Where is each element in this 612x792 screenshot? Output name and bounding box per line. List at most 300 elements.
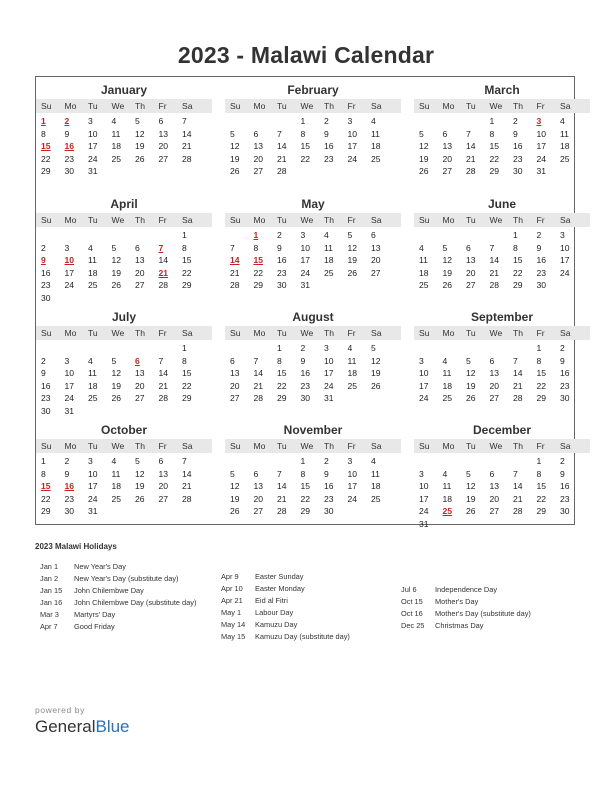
day-cell: 20 [135,380,145,391]
day-cell: 3 [300,230,306,240]
day-cell: 31 [536,166,547,177]
day-cell: 21 [513,380,523,391]
day-cell [414,229,438,242]
day-cell: 20 [253,153,264,164]
weekday-label: Sa [560,101,571,111]
day-cell: 27 [489,393,500,404]
holiday-date: May 14 [221,620,246,630]
holiday-name: Mother's Day (substitute day) [435,609,531,619]
day-cell: 1 [300,116,306,126]
weekday-label: Sa [182,101,193,111]
day-cell: 22 [300,153,311,164]
day-cell: 13 [253,141,264,152]
day-cell: 13 [489,368,500,379]
day-cell: 5 [371,343,376,353]
holiday-entry [401,596,531,608]
day-cell: 7 [466,128,471,139]
day-cell: 12 [111,255,122,266]
day-cell [154,165,178,178]
week-row [36,267,212,280]
weekday-label: Fr [158,215,167,225]
week-row [414,128,590,141]
day-cell: 22 [253,267,264,278]
week-row [225,229,401,242]
day-cell: 17 [536,141,547,152]
day-cell [414,342,438,355]
day-cell: 19 [466,380,476,391]
weekday-label: Su [41,441,52,451]
holiday-date: Jan 15 [40,586,63,596]
weekday-label: Tu [88,441,98,451]
weekday-label: Sa [560,215,571,225]
weekday-header [36,439,212,453]
day-cell: 2 [560,456,565,466]
month-name: April [110,197,138,211]
week-row [414,229,590,242]
holidays-title: 2023 Malawi Holidays [35,542,117,551]
holiday-name: Easter Monday [255,584,305,594]
month-name: October [100,423,147,437]
week-row [414,165,590,178]
day-cell: 19 [442,267,453,278]
week-row [36,380,212,393]
day-cell: 1 [182,343,187,353]
weekday-label: We [300,328,314,338]
weekday-label: Fr [347,215,356,225]
day-cell: 5 [230,128,235,139]
weekday-label: Mo [253,215,266,225]
day-cell: 24 [64,393,75,404]
month-march [414,83,590,178]
weekday-label: Mo [64,328,77,338]
holiday-date: Apr 9 [221,572,239,581]
day-cell: 16 [536,255,547,266]
day-cell: 21 [230,267,240,278]
day-cell: 7 [277,468,282,479]
day-cell: 4 [347,343,353,353]
day-cell: 28 [277,166,287,177]
day-cell: 2 [64,456,70,466]
day-cell: 11 [347,355,357,366]
day-cell: 3 [347,116,353,126]
day-cell [532,518,556,531]
weekday-header [414,213,590,227]
weekday-label: Tu [466,328,476,338]
day-cell: 8 [182,355,187,366]
weekday-label: Tu [277,101,287,111]
day-cell: 3 [419,468,424,479]
holiday-column [40,561,196,634]
week-row [225,267,401,280]
day-cell [366,279,390,292]
weekday-label: We [111,101,125,111]
day-cell [154,229,178,242]
day-cell: 11 [442,481,452,492]
day-cell: 16 [41,380,51,391]
holiday-date: Mar 3 [40,610,59,620]
holiday-entry [40,561,196,573]
day-cell [249,115,273,128]
holiday-date: Oct 15 [401,597,423,607]
day-cell [107,405,131,418]
holiday-date: Oct 16 [401,609,423,619]
day-cell: 28 [513,506,523,517]
holiday-entry [40,597,196,609]
day-cell: 25 [371,493,381,504]
week-row [414,480,590,493]
holiday-name: Independence Day [435,585,498,594]
holiday-day: 14 [230,255,240,266]
month-name: November [283,423,343,437]
day-cell: 2 [513,116,518,126]
week-row [36,254,212,267]
day-cell: 31 [300,280,311,291]
day-cell [249,342,273,355]
day-cell: 7 [182,456,187,466]
week-row [414,279,590,292]
holiday-day: 7 [158,242,164,253]
month-october [36,423,212,518]
holiday-day: 16 [64,481,75,492]
day-cell: 21 [466,153,476,164]
holiday-name: Labour Day [255,608,294,618]
day-cell: 12 [230,481,240,492]
day-cell: 15 [300,141,311,152]
weekday-label: Tu [277,328,287,338]
holiday-name: Kamuzu Day (substitute day) [255,632,350,642]
week-row [414,140,590,153]
month-name: December [472,423,532,437]
day-cell: 27 [371,267,381,278]
weekday-label: Fr [536,215,545,225]
holiday-day: 16 [64,141,75,152]
day-cell [366,392,390,405]
day-cell: 30 [536,280,547,291]
day-cell [485,342,509,355]
day-cell: 25 [419,280,429,291]
week-row [225,505,401,518]
month-name: August [292,310,334,324]
day-cell: 23 [536,267,547,278]
day-cell: 19 [347,255,358,266]
day-cell [461,518,485,531]
day-cell: 19 [135,481,145,492]
day-cell: 20 [466,267,476,278]
day-cell: 30 [300,393,311,404]
weekday-label: We [300,441,314,451]
month-name: March [484,83,520,97]
day-cell: 13 [442,141,453,152]
week-row [414,493,590,506]
month-name: May [301,197,325,211]
weekday-label: Su [419,441,430,451]
day-cell: 25 [347,380,358,391]
day-cell: 12 [466,368,476,379]
day-cell: 13 [466,255,476,266]
day-cell: 11 [324,242,333,253]
day-cell: 22 [41,493,51,504]
day-cell [107,229,131,242]
day-cell [83,292,107,305]
day-cell: 17 [419,380,429,391]
day-cell: 7 [253,355,259,366]
holiday-day: 1 [253,230,259,240]
day-cell: 25 [560,153,570,164]
day-cell: 1 [41,456,46,466]
week-row [225,355,401,368]
day-cell: 14 [277,141,287,152]
day-cell: 28 [253,393,264,404]
week-row [225,493,401,506]
day-cell: 6 [442,128,448,139]
day-cell: 25 [111,493,122,504]
day-cell [461,455,485,468]
day-cell: 24 [347,153,358,164]
day-cell [225,229,249,242]
weekday-label: Th [513,441,524,451]
holiday-entry [401,620,531,632]
day-cell: 7 [230,242,235,253]
day-cell: 5 [466,355,471,366]
week-row [36,140,212,153]
holiday-date: Jan 1 [40,562,59,571]
day-cell: 28 [158,393,169,404]
week-row [225,468,401,481]
day-cell: 9 [324,468,329,479]
day-cell: 27 [158,493,169,504]
day-cell: 28 [158,280,169,291]
weekday-label: Fr [347,328,356,338]
week-row [36,455,212,468]
day-cell: 20 [158,481,169,492]
day-cell: 24 [300,267,311,278]
day-cell: 2 [41,355,46,366]
day-cell: 3 [324,343,329,353]
day-cell: 23 [64,153,75,164]
day-cell: 15 [182,368,192,379]
holiday-day: 21 [158,267,169,278]
week-row [225,254,401,267]
day-cell: 4 [111,116,117,126]
day-cell: 21 [182,481,192,492]
day-cell: 26 [135,153,145,164]
day-cell: 23 [560,493,570,504]
day-cell: 16 [324,141,334,152]
day-cell: 28 [230,280,240,291]
week-row [36,367,212,380]
day-cell [461,229,485,242]
weekday-header [414,439,590,453]
day-cell: 16 [560,481,570,492]
weekday-label: Su [230,215,241,225]
day-cell: 26 [135,493,145,504]
day-cell: 17 [300,255,311,266]
weekday-label: We [300,101,314,111]
day-cell [36,229,60,242]
day-cell: 17 [64,267,75,278]
week-row [225,392,401,405]
day-cell: 26 [466,506,476,517]
day-cell: 6 [135,242,140,253]
day-cell [438,229,462,242]
week-row [36,468,212,481]
week-row [414,367,590,380]
week-row [414,355,590,368]
weekday-label: Th [513,101,524,111]
day-cell: 23 [64,493,75,504]
weekday-label: Su [230,441,241,451]
day-cell: 4 [88,355,93,366]
day-cell: 10 [347,468,358,479]
day-cell [83,405,107,418]
day-cell: 28 [466,166,476,177]
day-cell: 22 [41,153,51,164]
day-cell [485,518,509,531]
holiday-entry [221,583,350,595]
week-row [225,279,401,292]
weekday-header [225,213,401,227]
day-cell: 10 [536,128,547,139]
day-cell: 17 [347,481,358,492]
day-cell: 24 [560,267,570,278]
day-cell: 14 [466,141,476,152]
day-cell: 4 [324,230,329,240]
day-cell: 19 [230,153,240,164]
day-cell: 22 [536,493,547,504]
day-cell: 24 [64,280,75,291]
day-cell [461,115,485,128]
week-row [225,128,401,141]
holiday-day: 3 [536,116,542,126]
week-row [36,242,212,255]
day-cell: 1 [182,230,187,240]
holiday-date: May 15 [221,632,246,642]
day-cell: 9 [64,128,70,139]
day-cell: 11 [419,255,428,266]
day-cell: 26 [111,280,122,291]
holiday-name: Easter Sunday [255,572,304,581]
day-cell: 29 [489,166,500,177]
day-cell: 3 [64,355,70,366]
day-cell [319,165,343,178]
day-cell: 25 [442,393,453,404]
day-cell [438,518,462,531]
weekday-label: Fr [158,441,167,451]
day-cell: 7 [489,242,495,253]
day-cell: 25 [324,267,334,278]
day-cell: 18 [111,141,122,152]
weekday-header [225,439,401,453]
day-cell: 30 [513,166,523,177]
holiday-day: 15 [41,141,51,152]
day-cell [36,342,60,355]
day-cell: 19 [371,368,381,379]
day-cell: 8 [277,355,282,366]
weekday-label: Su [41,328,52,338]
day-cell: 2 [560,343,565,353]
weekday-label: Fr [536,328,545,338]
day-cell: 18 [324,255,334,266]
day-cell: 17 [88,141,98,152]
day-cell: 1 [277,343,282,353]
day-cell: 2 [536,230,542,240]
week-row [36,115,212,128]
day-cell: 24 [347,493,358,504]
day-cell: 2 [324,116,329,126]
brand-logo[interactable] [35,705,130,737]
day-cell: 23 [324,153,334,164]
day-cell: 1 [536,456,542,466]
day-cell: 12 [442,255,453,266]
day-cell: 9 [560,468,565,479]
day-cell [366,165,390,178]
day-cell: 10 [88,128,98,139]
weekday-label: Th [135,215,146,225]
day-cell: 9 [324,128,329,139]
day-cell: 8 [536,355,542,366]
day-cell: 10 [64,368,75,379]
day-cell: 30 [41,292,51,303]
day-cell [508,518,532,531]
weekday-label: Sa [371,101,382,111]
day-cell: 15 [489,141,500,152]
day-cell: 30 [64,166,75,177]
day-cell: 2 [277,230,282,240]
day-cell: 20 [489,380,500,391]
day-cell: 23 [41,280,51,291]
day-cell: 14 [158,255,169,266]
holiday-date: May 1 [221,608,242,618]
day-cell: 6 [158,456,164,466]
day-cell: 26 [230,166,240,177]
month-november [225,423,401,518]
day-cell: 27 [158,153,169,164]
day-cell: 17 [64,380,75,391]
day-cell [107,165,131,178]
month-name: September [470,310,534,324]
day-cell: 20 [158,141,169,152]
day-cell [508,455,532,468]
day-cell: 27 [230,393,240,404]
day-cell: 8 [182,242,187,253]
day-cell: 10 [88,468,98,479]
week-row [414,468,590,481]
holiday-name: New Year's Day (substitute day) [74,574,179,584]
day-cell: 27 [253,506,264,517]
day-cell: 13 [489,481,500,492]
weekday-label: We [300,215,314,225]
day-cell: 2 [324,456,329,466]
day-cell: 30 [560,393,570,404]
day-cell: 14 [513,368,523,379]
day-cell: 25 [88,393,98,404]
day-cell: 4 [419,242,424,253]
holiday-name: Good Friday [74,622,115,632]
day-cell: 31 [324,393,334,404]
day-cell: 24 [324,380,334,391]
day-cell: 14 [277,481,287,492]
day-cell: 5 [466,468,471,479]
day-cell: 29 [182,393,192,404]
day-cell: 9 [300,355,306,366]
day-cell: 19 [230,493,240,504]
day-cell: 24 [419,393,429,404]
day-cell [130,505,154,518]
weekday-label: Fr [536,101,545,111]
holiday-entry [401,608,531,620]
day-cell [130,292,154,305]
day-cell: 24 [88,153,98,164]
